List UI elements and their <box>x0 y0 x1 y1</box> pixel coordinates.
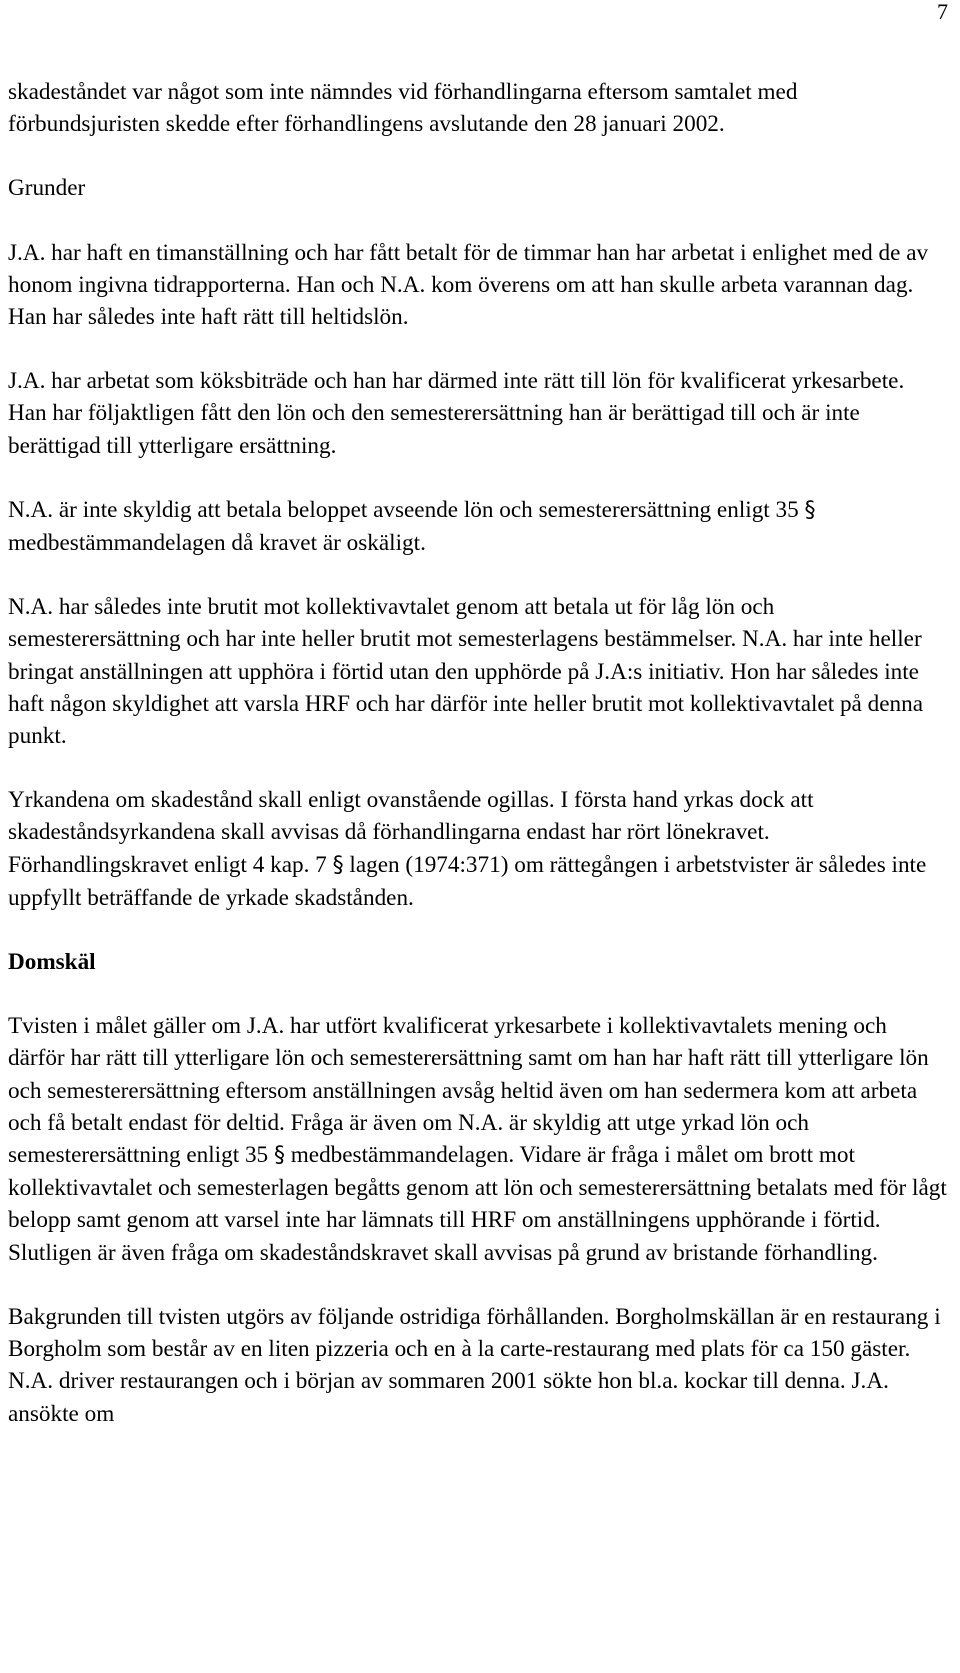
paragraph-grunder-5 <box>8 784 948 914</box>
paragraph-grunder-1: J.A. har haft en timanställning och har fått betalt för de timmar han har arbetat i enlighet med de av honom ingivna tidrapporterna. Han och N.A. kom överens om att han skulle arbeta varannan dag. Han har således inte haft rätt till heltidslön. <box>8 239 929 331</box>
paragraph-domskal-1 <box>8 1010 948 1269</box>
paragraph-domskal-1-part-a: Tvisten i målet gäller om J.A. har utfört kvalificerat yrkesarbete i kollektivavtalets mening och därför har rätt till ytterligare lön och semesterersättning samt om han har haft rätt till ytterligare lön och semesterersättning eftersom anställningen avsåg heltid även om han sedermera kom att arbeta och få betalt endast för deltid. Fråga är även om N.A. är skyldig att utge yrkad lön och semesterersättning enligt 35 <box>8 1013 929 1169</box>
page-number: 7 <box>937 0 948 24</box>
document-body <box>8 76 948 1462</box>
section-sign: § <box>804 497 816 523</box>
paragraph-domskal-1-part-b: medbestämmandelagen. Vidare är fråga i målet om brott mot kollektivavtalet och semesterlagen begåtts genom att lön och semesterersättning betalats med för lågt belopp samt genom att varsel inte har lämnats till HRF om anställningens upphörande i förtid. Slutligen är även fråga om skadeståndskravet skall avvisas på grund av bristande förhandling. <box>8 1142 947 1266</box>
section-sign: § <box>273 1143 285 1169</box>
paragraph-grunder-5-part-a: Yrkandena om skadestånd skall enligt ovanstående ogillas. I första hand yrkas dock att skadeståndsyrkandena skall avvisas då förhandlingarna endast har rört lönekravet. Förhandlingskravet enligt 4 kap. 7 <box>8 787 814 878</box>
heading-domskal: Domskäl <box>8 949 96 976</box>
heading-grunder: Grunder <box>8 175 86 202</box>
paragraph-grunder-3 <box>8 494 948 559</box>
paragraph-grunder-3-part-b: medbestämmandelagen då kravet är oskäligt. <box>8 530 426 557</box>
paragraph-grunder-2: J.A. har arbetat som köksbiträde och han har därmed inte rätt till lön för kvalificerat yrkesarbete. Han har följaktligen fått den lön och den semesterersättning han är berättigad till och är inte berättigad till ytterligare ersättning. <box>8 368 905 459</box>
paragraph-grunder-4: N.A. har således inte brutit mot kollektivavtalet genom att betala ut för låg lön och semesterersättning och har inte heller brutit mot semesterlagens bestämmelser. N.A. har inte heller bringat anställningen att upphöra i förtid utan den upphörde på J.A:s initiativ. Hon har således inte haft någon skyldighet att varsla HRF och har därför inte heller brutit mot kollektivavtalet på denna punkt. <box>8 594 924 750</box>
paragraph-grunder-3-part-a: N.A. är inte skyldig att betala beloppet avseende lön och semesterersättning enligt 35 <box>8 496 799 523</box>
paragraph-domskal-2: Bakgrunden till tvisten utgörs av följande ostridiga förhållanden. Borgholmskällan är en restaurang i Borgholm som består av en liten pizzeria och en à la carte-restaurang med plats för ca 150 gäster. N.A. driver restaurangen och i början av sommaren 2001 sökte hon bl.a. kockar till denna. J.A. ansökte om <box>8 1303 941 1427</box>
paragraph-grunder-5-part-b: lagen (1974:371) om rättegången i arbetstvister är således inte uppfyllt beträffande de yrkade skadstånden. <box>8 851 927 911</box>
paragraph-intro: skadeståndet var något som inte nämndes vid förhandlingarna eftersom samtalet med förbundsjuristen skedde efter förhandlingens avslutande den 28 januari 2002. <box>8 79 798 138</box>
section-sign: § <box>332 852 344 878</box>
